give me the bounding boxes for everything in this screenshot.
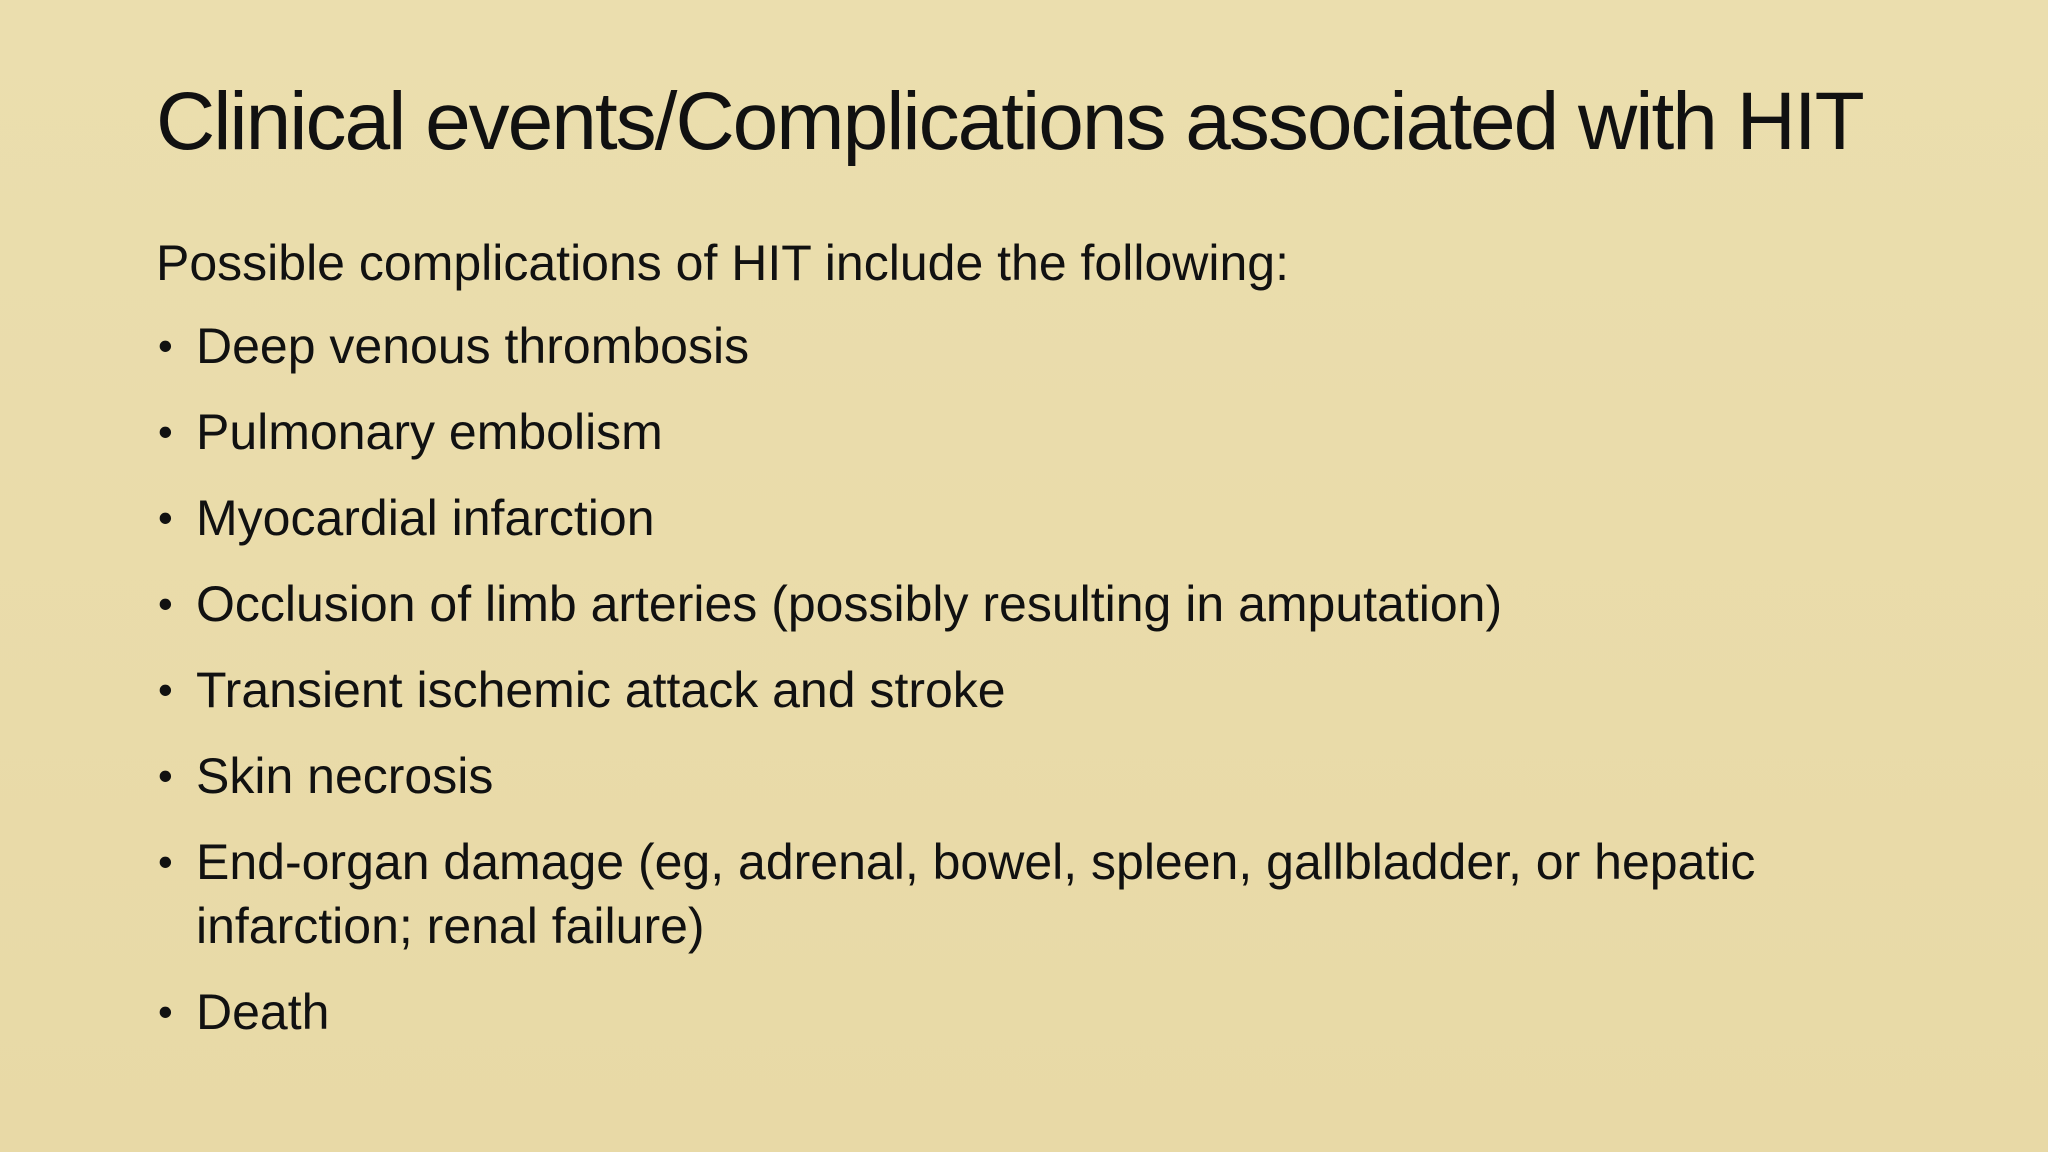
bullet-list [156, 314, 1976, 1044]
list-item [156, 980, 1976, 1044]
list-item [156, 658, 1976, 722]
bullet-icon: • [158, 838, 173, 885]
bullet-icon: • [158, 580, 173, 627]
bullet-text: Death [196, 984, 330, 1040]
bullet-icon: • [158, 666, 173, 713]
bullet-text: Pulmonary embolism [196, 404, 663, 460]
intro-text: Possible complications of HIT include the following: [156, 235, 1289, 291]
bullet-text: Deep venous thrombosis [196, 318, 750, 374]
bullet-text: Skin necrosis [196, 748, 494, 804]
list-item [156, 314, 1976, 378]
list-item [156, 572, 1976, 636]
list-item [156, 400, 1976, 464]
bullet-text: Transient ischemic attack and stroke [196, 662, 1006, 718]
bullet-text: Occlusion of limb arteries (possibly resulting in amputation) [196, 576, 1503, 632]
list-item [156, 830, 1976, 958]
slide-title: Clinical events/Complications associated with HIT [156, 76, 1863, 167]
slide-body [156, 228, 1976, 1066]
bullet-text: Myocardial infarction [196, 490, 655, 546]
list-item [156, 486, 1976, 550]
list-item [156, 744, 1976, 808]
bullet-icon: • [158, 988, 173, 1035]
bullet-icon: • [158, 408, 173, 455]
bullet-icon: • [158, 322, 173, 369]
bullet-icon: • [158, 752, 173, 799]
bullet-icon: • [158, 494, 173, 541]
bullet-text: End-organ damage (eg, adrenal, bowel, spleen, gallbladder, or hepatic infarction; renal failure) [196, 834, 1756, 954]
